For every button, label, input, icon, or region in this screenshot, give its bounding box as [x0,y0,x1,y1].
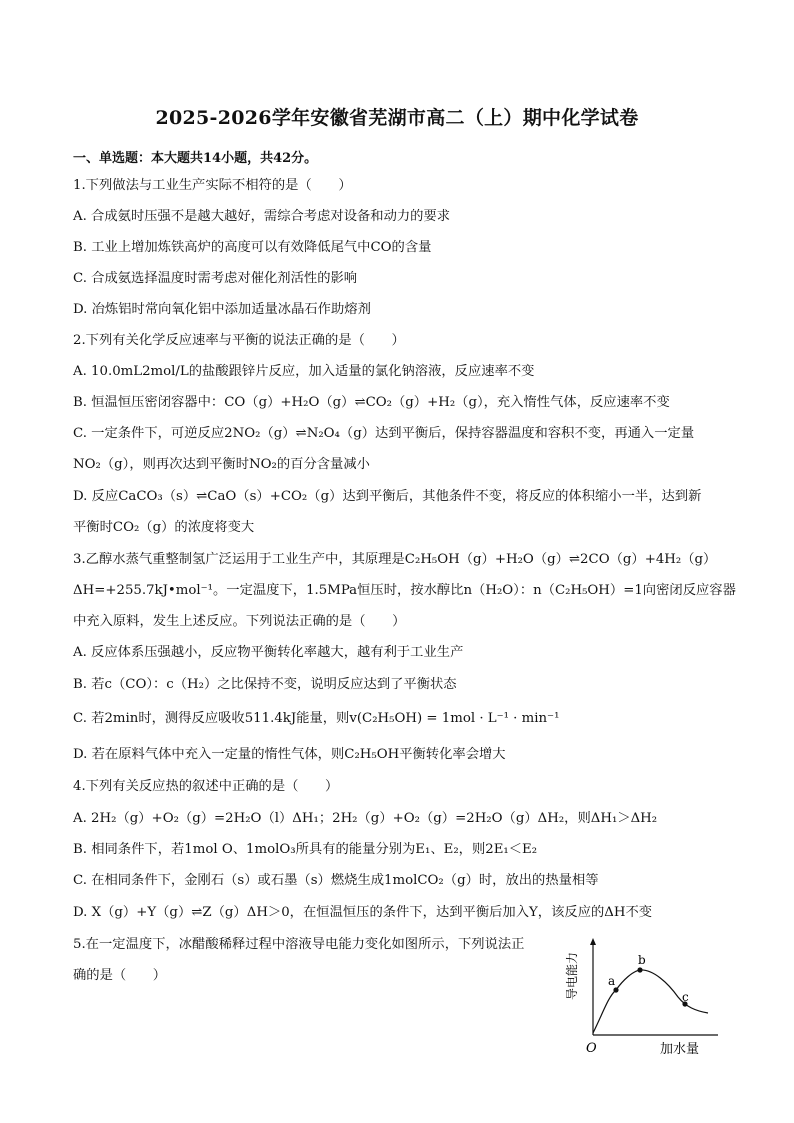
question-2-stem: 2.下列有关化学反应速率与平衡的说法正确的是（ ） [73,333,405,348]
question-3-option-b: B. 若c（CO）：c（H₂）之比保持不变，说明反应达到了平衡状态 [73,677,457,692]
question-2-option-c-cont: NO₂（g），则再次达到平衡时NO₂的百分含量减小 [73,457,370,472]
question-3-option-a: A. 反应体系压强越小，反应物平衡转化率越大，越有利于工业生产 [73,645,464,660]
question-2-option-d-cont: 平衡时CO₂（g）的浓度将变大 [73,520,255,535]
question-2-option-b: B. 恒温恒压密闭容器中：CO（g）+H₂O（g）⇌CO₂（g）+H₂（g），充入惰性气体，反应速率不变 [73,395,670,410]
question-1-stem: 1.下列做法与工业生产实际不相符的是（ ） [73,178,352,193]
question-3-option-d: D. 若在原料气体中充入一定量的惰性气体，则C₂H₅OH平衡转化率会增大 [73,747,506,762]
question-4-option-c: C. 在相同条件下，金刚石（s）或石墨（s）燃烧生成1molCO₂（g）时，放出的热量相等 [73,873,599,888]
question-4-option-d: D. X（g）+Y（g）⇌Z（g）ΔH＞0，在恒温恒压的条件下，达到平衡后加入Y，该反应的ΔH不变 [73,905,653,920]
question-2-option-c: C. 一定条件下，可逆反应2NO₂（g）⇌N₂O₄（g）达到平衡后，保持容器温度和容积不变，再通入一定量 [73,426,695,441]
question-1-option-b: B. 工业上增加炼铁高炉的高度可以有效降低尾气中CO的含量 [73,240,432,255]
point-a [613,987,618,992]
question-4-stem: 4.下列有关反应热的叙述中正确的是（ ） [73,779,339,794]
point-b-label: b [638,953,646,967]
question-5-stem: 5.在一定温度下，冰醋酸稀释过程中溶液导电能力变化如图所示，下列说法正 [73,937,525,952]
x-axis-label: 加水量 [660,1042,700,1057]
point-b [637,967,642,972]
conductivity-graph [565,935,728,1060]
question-2-option-a: A. 10.0mL2mol/L的盐酸跟锌片反应，加入适量的氯化钠溶液，反应速率不变 [73,364,535,379]
question-3-stem: 3.乙醇水蒸气重整制氢广泛运用于工业生产中，其原理是C₂H₅OH（g）+H₂O（g）⇌2CO（g）+4H₂（g） [73,552,717,567]
origin-label: O [586,1041,597,1056]
point-a-label: a [608,974,616,988]
question-3-stem-cont-2: 中充入原料，发生上述反应。下列说法正确的是（ ） [73,614,406,629]
question-1-option-c: C. 合成氨选择温度时需考虑对催化剂活性的影响 [73,271,358,286]
question-2-option-d: D. 反应CaCO₃（s）⇌CaO（s）+CO₂（g）达到平衡后，其他条件不变，将反应的体积缩小一半，达到新 [73,489,702,504]
y-axis-label: 导电能力 [565,951,579,1000]
question-4-option-a: A. 2H₂（g）+O₂（g）=2H₂O（l）ΔH₁；2H₂（g）+O₂（g）=2H₂O（g）ΔH₂，则ΔH₁＞ΔH₂ [73,811,658,826]
question-1-option-d: D. 冶炼铝时常向氧化铝中添加适量冰晶石作助熔剂 [73,302,371,317]
section-heading: 一、单选题：本大题共14小题，共42分。 [73,151,318,166]
question-4-option-b: B. 相同条件下，若1mol O、1molO₃所具有的能量分别为E₁、E₂，则2E₁＜E₂ [73,842,538,857]
question-3-stem-cont: ΔH=+255.7kJ•mol⁻¹。一定温度下，1.5MPa恒压时，按水醇比n（H₂O）：n（C₂H₅OH）=1向密闭反应容器 [73,583,736,598]
question-5-stem-cont: 确的是（ ） [73,968,167,983]
y-axis-arrow-icon [590,938,596,945]
point-c-label: c [682,990,689,1004]
question-1-option-a: A. 合成氨时压强不是越大越好，需综合考虑对设备和动力的要求 [73,209,451,224]
page-title: 2025-2026学年安徽省芜湖市高二（上）期中化学试卷 [155,107,639,129]
question-3-option-c: C. 若2min时，测得反应吸收511.4kJ能量，则v(C₂H₅OH) = 1mol · L⁻¹ · min⁻¹ [73,711,560,726]
